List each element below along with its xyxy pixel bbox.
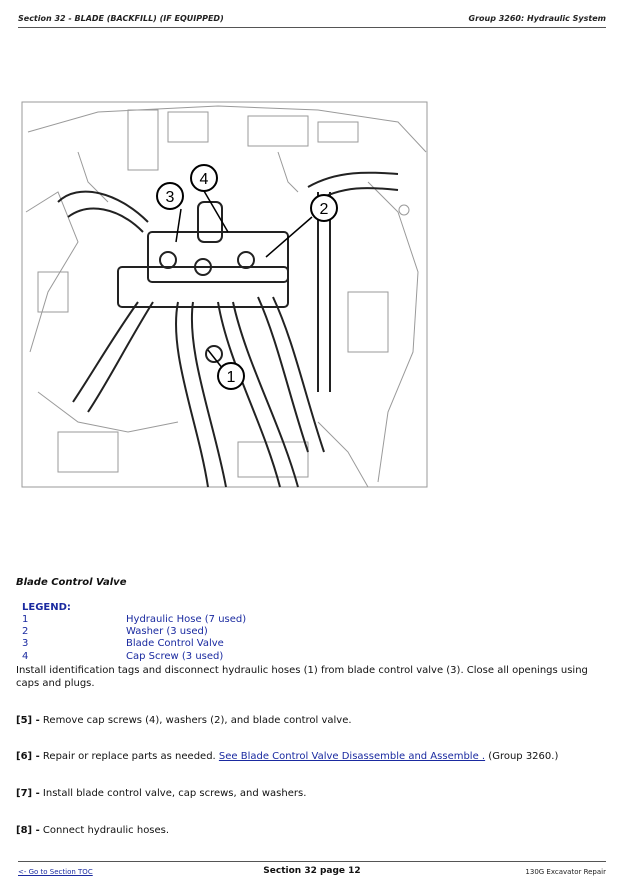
legend-number: 1 — [22, 614, 29, 625]
svg-text:1: 1 — [226, 369, 236, 386]
callout-3 — [157, 183, 183, 209]
legend-label: Cap Screw (3 used) — [126, 651, 224, 662]
svg-text:2: 2 — [319, 201, 329, 218]
step-text: Repair or replace parts as needed. — [39, 751, 219, 762]
page-header — [18, 12, 606, 28]
legend-label: Washer (3 used) — [126, 626, 208, 637]
legend-label: Hydraulic Hose (7 used) — [126, 614, 247, 625]
step-text: Connect hydraulic hoses. — [39, 825, 170, 836]
section-title: Section 32 - BLADE (BACKFILL) (IF EQUIPPED) — [18, 14, 224, 23]
callout-2 — [311, 195, 337, 221]
svg-text:4: 4 — [199, 171, 209, 188]
callout-1 — [218, 363, 244, 389]
page-number: Section 32 page 12 — [263, 866, 361, 876]
step-number: [6] - — [16, 751, 40, 762]
figure-title: Blade Control Valve — [16, 577, 127, 588]
blade-control-valve-illustration — [18, 92, 436, 494]
svg-text:3: 3 — [165, 189, 175, 206]
step-text: Install blade control valve, cap screws, and washers. — [39, 788, 307, 799]
step-number: [7] - — [16, 788, 40, 799]
group-title: Group 3260: Hydraulic System — [468, 14, 606, 23]
legend-label: Blade Control Valve — [126, 638, 224, 649]
step-text: Remove cap screws (4), washers (2), and blade control valve. — [39, 715, 352, 726]
legend-number: 3 — [22, 638, 29, 649]
page-footer — [18, 866, 606, 878]
disassemble-assemble-link[interactable]: See Blade Control Valve Disassemble and Assemble . — [218, 751, 486, 762]
step-6 — [16, 750, 596, 763]
callout-4 — [191, 165, 217, 191]
step-8 — [16, 824, 596, 837]
footer-divider — [18, 861, 606, 862]
legend-number: 2 — [22, 626, 29, 637]
callout-overlay — [18, 92, 436, 494]
step-number: [8] - — [16, 825, 40, 836]
step-5 — [16, 714, 596, 727]
step-7 — [16, 787, 596, 800]
legend-number: 4 — [22, 651, 29, 662]
step-text-suffix: (Group 3260.) — [485, 751, 559, 762]
step-number: [5] - — [16, 715, 40, 726]
section-toc-link[interactable]: <- Go to Section TOC — [18, 868, 93, 876]
document-title: 130G Excavator Repair — [525, 868, 606, 876]
intro-paragraph: Install identification tags and disconnect hydraulic hoses (1) from blade control valve (3). Close all openings using caps and plugs. — [16, 665, 588, 689]
legend-heading: LEGEND: — [22, 602, 71, 613]
header-divider — [18, 27, 606, 28]
